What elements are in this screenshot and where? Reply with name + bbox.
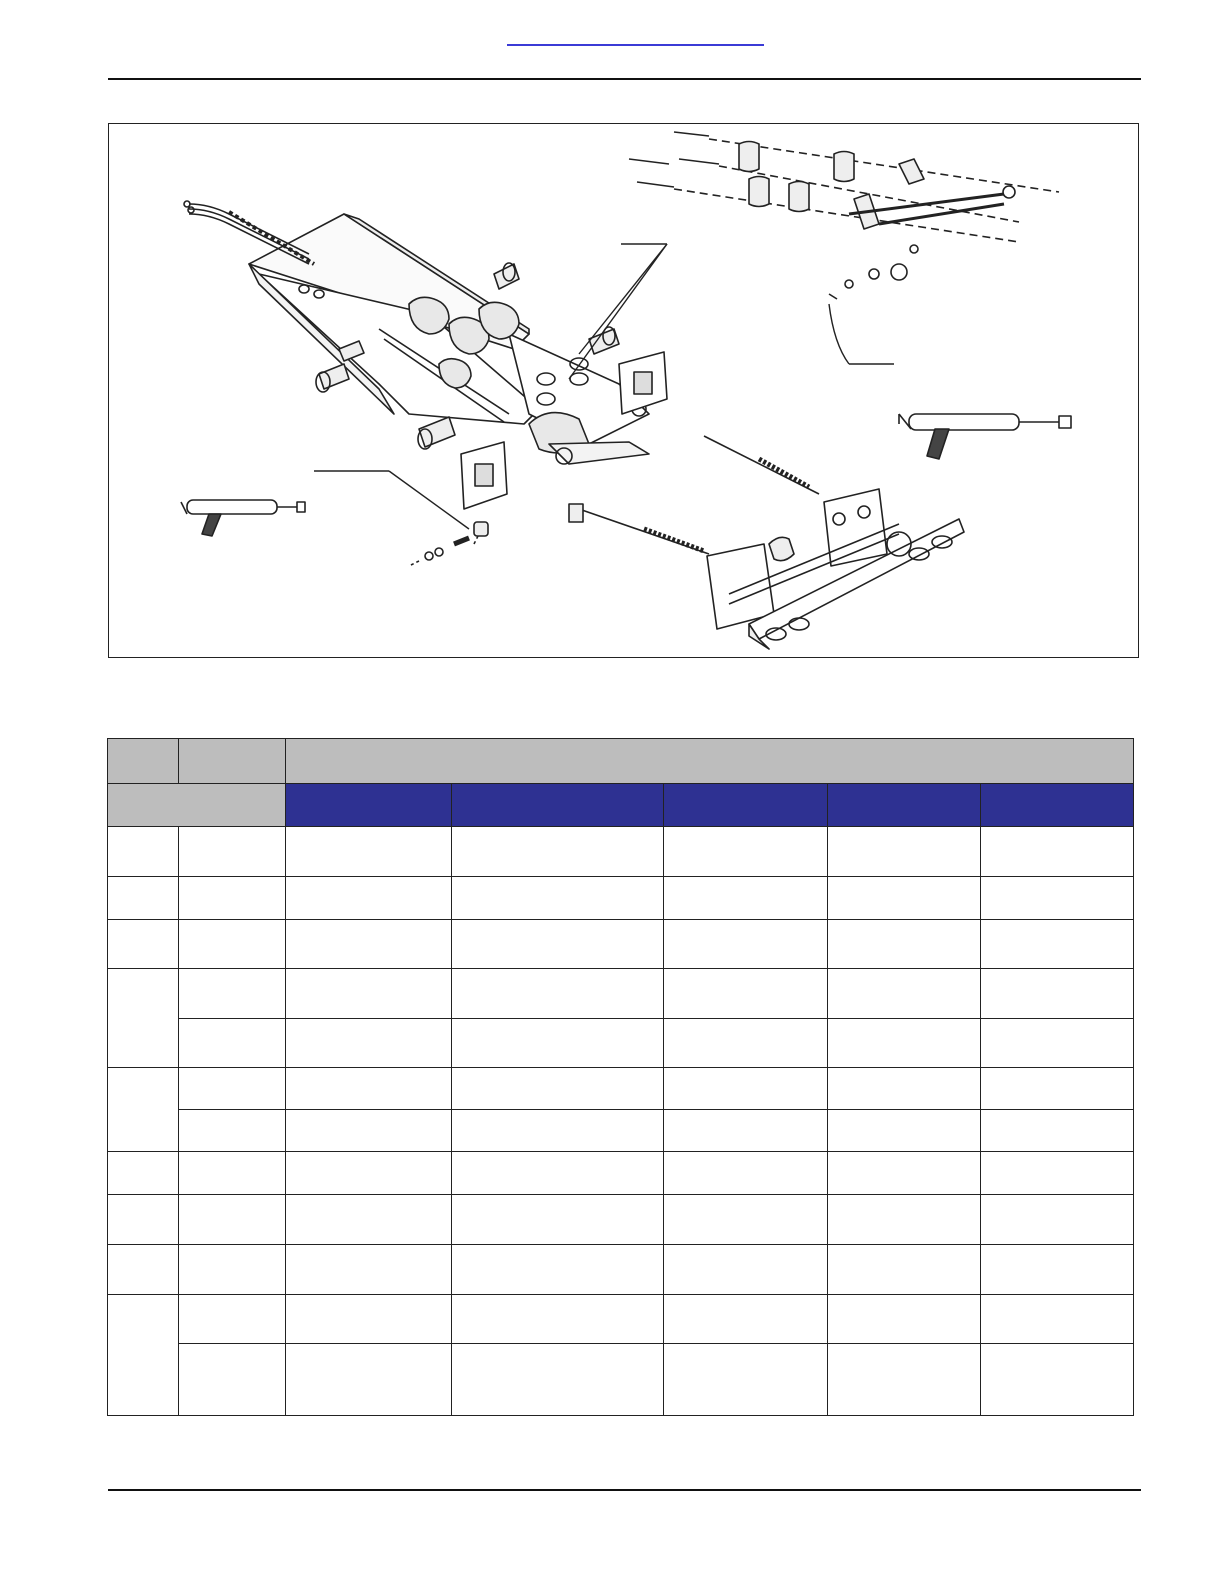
model-column-header bbox=[452, 784, 664, 827]
table-cell bbox=[286, 1295, 452, 1344]
table-cell bbox=[452, 969, 664, 1019]
table-cell bbox=[452, 920, 664, 969]
table-cell bbox=[452, 1110, 664, 1152]
rear-hitch-drawing bbox=[569, 436, 964, 649]
table-row bbox=[108, 1295, 1134, 1344]
table-cell bbox=[286, 827, 452, 877]
footer-rule bbox=[108, 1489, 1141, 1491]
table-cell bbox=[664, 1068, 828, 1110]
table-cell bbox=[828, 1295, 981, 1344]
table-cell bbox=[664, 1295, 828, 1344]
table-cell bbox=[452, 1068, 664, 1110]
header-description-cell bbox=[286, 739, 1134, 784]
table-cell bbox=[286, 1195, 452, 1245]
table-cell bbox=[828, 877, 981, 920]
table-cell bbox=[664, 1019, 828, 1068]
pivot-pin-drawing bbox=[409, 522, 488, 566]
table-cell bbox=[179, 1019, 286, 1068]
item-number-cell bbox=[108, 1195, 179, 1245]
table-cell bbox=[286, 920, 452, 969]
table-cell bbox=[828, 1344, 981, 1416]
table-cell bbox=[981, 1344, 1134, 1416]
item-number-cell bbox=[108, 1245, 179, 1295]
parts-illustration bbox=[109, 124, 1140, 659]
table-cell bbox=[179, 1152, 286, 1195]
table-cell bbox=[981, 1019, 1134, 1068]
table-cell bbox=[828, 1019, 981, 1068]
item-number-cell bbox=[108, 1295, 179, 1416]
item-number-cell bbox=[108, 877, 179, 920]
table-row bbox=[108, 1344, 1134, 1416]
table-cell bbox=[179, 1195, 286, 1245]
table-cell bbox=[664, 877, 828, 920]
table-cell bbox=[452, 1019, 664, 1068]
table-cell bbox=[981, 1245, 1134, 1295]
table-cell bbox=[828, 1195, 981, 1245]
table-cell bbox=[981, 827, 1134, 877]
table-cell bbox=[828, 969, 981, 1019]
table-cell bbox=[664, 827, 828, 877]
table-cell bbox=[664, 1152, 828, 1195]
table-row bbox=[108, 1110, 1134, 1152]
table-cell bbox=[286, 1110, 452, 1152]
header-rule bbox=[108, 78, 1141, 80]
table-cell bbox=[179, 877, 286, 920]
model-column-header bbox=[664, 784, 828, 827]
table-cell bbox=[828, 827, 981, 877]
table-cell bbox=[981, 1110, 1134, 1152]
parts-table bbox=[107, 738, 1134, 1416]
table-cell bbox=[286, 877, 452, 920]
table-cell bbox=[664, 1344, 828, 1416]
table-row bbox=[108, 877, 1134, 920]
table-cell bbox=[452, 1195, 664, 1245]
table-cell bbox=[179, 1295, 286, 1344]
table-cell bbox=[286, 969, 452, 1019]
table-cell bbox=[828, 1152, 981, 1195]
table-cell bbox=[452, 877, 664, 920]
table-cell bbox=[179, 1344, 286, 1416]
table-cell bbox=[452, 1344, 664, 1416]
table-cell bbox=[981, 920, 1134, 969]
table-cell bbox=[664, 920, 828, 969]
item-number-cell bbox=[108, 1068, 179, 1152]
table-cell bbox=[286, 1019, 452, 1068]
item-number-cell bbox=[108, 920, 179, 969]
table-cell bbox=[179, 1110, 286, 1152]
table-cell bbox=[664, 1195, 828, 1245]
table-cell bbox=[828, 920, 981, 969]
table-cell bbox=[981, 969, 1134, 1019]
table-cell bbox=[179, 1068, 286, 1110]
table-cell bbox=[664, 969, 828, 1019]
table-cell bbox=[828, 1110, 981, 1152]
table-cell bbox=[286, 1344, 452, 1416]
table-cell bbox=[664, 1245, 828, 1295]
table-cell bbox=[179, 969, 286, 1019]
header-link[interactable] bbox=[507, 44, 764, 46]
table-cell bbox=[452, 1295, 664, 1344]
table-cell bbox=[664, 1110, 828, 1152]
table-row bbox=[108, 920, 1134, 969]
table-row bbox=[108, 827, 1134, 877]
table-cell bbox=[286, 1245, 452, 1295]
model-column-header bbox=[286, 784, 452, 827]
table-cell bbox=[981, 877, 1134, 920]
table-row bbox=[108, 1152, 1134, 1195]
model-column-header bbox=[828, 784, 981, 827]
grease-gun-icon-right bbox=[899, 414, 1071, 459]
table-row bbox=[108, 969, 1134, 1019]
table-cell bbox=[286, 1152, 452, 1195]
table-cell bbox=[981, 1068, 1134, 1110]
table-cell bbox=[981, 1295, 1134, 1344]
table-cell bbox=[828, 1245, 981, 1295]
header-group-cell bbox=[108, 784, 286, 827]
table-cell bbox=[286, 1068, 452, 1110]
table-row bbox=[108, 1068, 1134, 1110]
item-number-cell bbox=[108, 1152, 179, 1195]
exploded-parts-diagram bbox=[108, 123, 1139, 658]
table-cell bbox=[179, 920, 286, 969]
table-cell bbox=[981, 1195, 1134, 1245]
table-cell bbox=[452, 1245, 664, 1295]
table-cell bbox=[828, 1068, 981, 1110]
table-cell bbox=[981, 1152, 1134, 1195]
header-item-cell bbox=[108, 739, 179, 784]
header-part-cell bbox=[179, 739, 286, 784]
item-number-cell bbox=[108, 827, 179, 877]
table-cell bbox=[179, 827, 286, 877]
table-cell bbox=[452, 827, 664, 877]
table-row bbox=[108, 1195, 1134, 1245]
item-number-cell bbox=[108, 969, 179, 1068]
table-cell bbox=[452, 1152, 664, 1195]
table-cell bbox=[179, 1245, 286, 1295]
table-row bbox=[108, 1245, 1134, 1295]
grease-gun-icon-left bbox=[181, 500, 305, 536]
model-column-header bbox=[981, 784, 1134, 827]
table-row bbox=[108, 1019, 1134, 1068]
rockshaft-exploded-drawing bbox=[629, 132, 1059, 299]
